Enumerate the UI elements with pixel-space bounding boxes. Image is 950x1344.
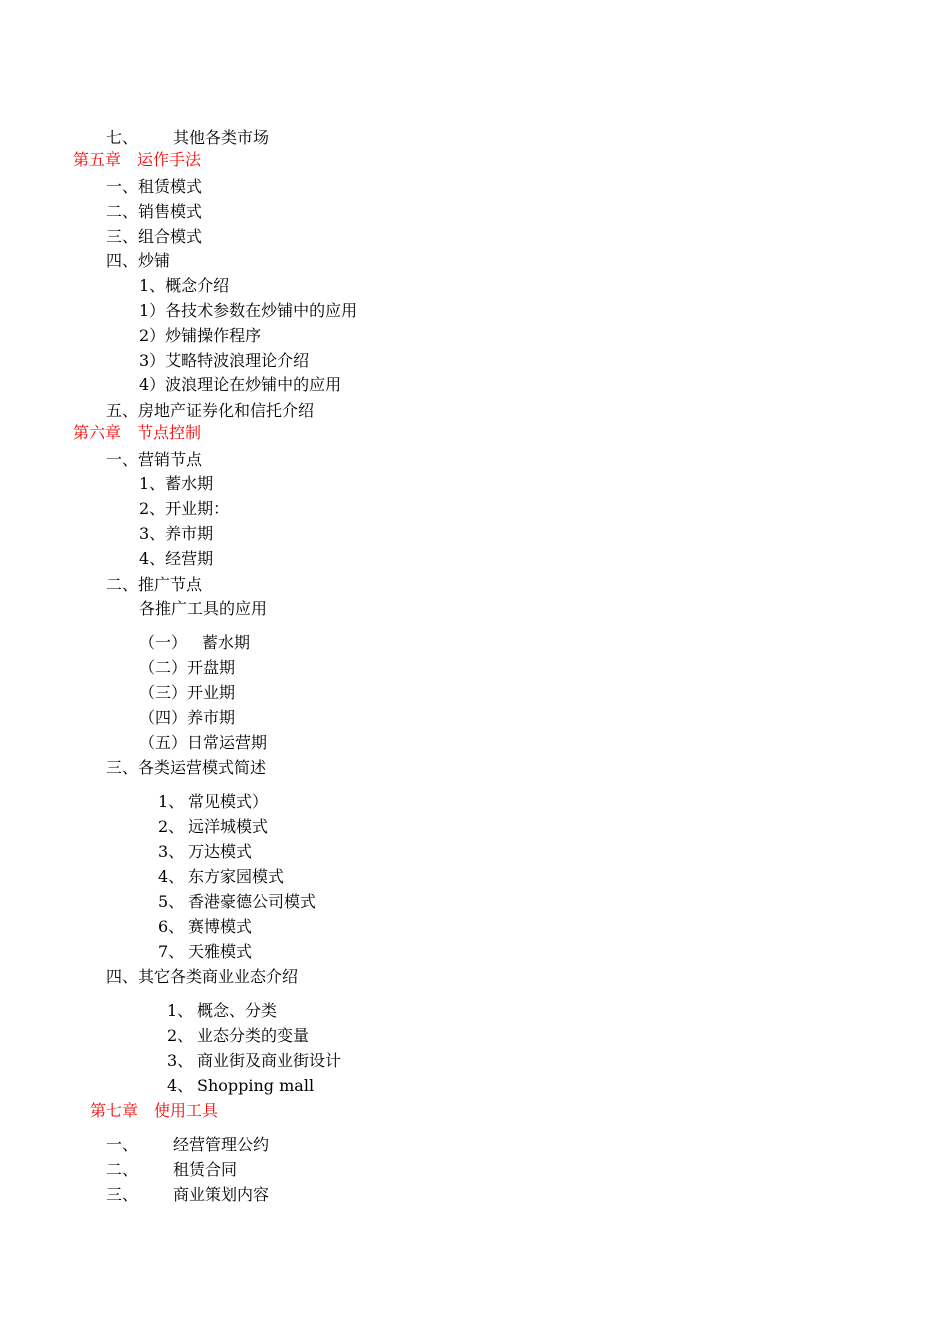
item-number: 2、 (167, 1026, 194, 1045)
item-text: 概念、分类 (197, 1001, 278, 1020)
item-number: 3、 (158, 842, 185, 861)
sub-item: 3）艾略特波浪理论介绍 (139, 351, 310, 370)
sub-item: 2）炒铺操作程序 (139, 326, 262, 345)
item-number: 七、 (106, 128, 139, 147)
item-text: 商业策划内容 (173, 1185, 270, 1204)
sub-item: 3、养市期 (139, 524, 214, 543)
list-item (158, 917, 252, 937)
item-number: 1、 (167, 1001, 194, 1020)
item-text: 东方家园模式 (188, 867, 285, 886)
item-text: 天雅模式 (188, 942, 253, 961)
chapter-heading: 第七章 使用工具 (90, 1101, 219, 1120)
section-item: 二、销售模式 (106, 202, 203, 221)
item-number: 5、 (158, 892, 185, 911)
section-item: 四、炒铺 (106, 251, 171, 270)
item-text: 租赁合同 (173, 1160, 238, 1179)
item-text: 万达模式 (188, 842, 253, 861)
sub-item: 各推广工具的应用 (139, 599, 268, 618)
sub-item: 4、经营期 (139, 549, 214, 568)
item-number: 一、 (106, 1135, 139, 1154)
item-number: 2、 (158, 817, 185, 836)
item-text: 其他各类市场 (173, 128, 270, 147)
section-item: 一、租赁模式 (106, 177, 203, 196)
item-number: 6、 (158, 917, 185, 936)
list-item (167, 1076, 314, 1096)
sub-item: （三）开业期 (139, 683, 236, 702)
sub-item: 1、概念介绍 (139, 276, 230, 295)
list-item (158, 892, 316, 912)
section-item: 一、营销节点 (106, 450, 203, 469)
item-number: 1、 (158, 792, 185, 811)
item-text: 赛博模式 (188, 917, 253, 936)
chapter-heading: 第五章 运作手法 (73, 150, 202, 169)
item-number: 3、 (167, 1051, 194, 1070)
item-text: 蓄水期 (202, 633, 251, 652)
section-item: 三、组合模式 (106, 227, 203, 246)
section-item (106, 1135, 269, 1155)
list-item (158, 792, 268, 812)
section-item: 五、房地产证券化和信托介绍 (106, 401, 315, 420)
list-item (158, 842, 252, 862)
sub-item: 1、蓄水期 (139, 474, 214, 493)
section-item: 四、其它各类商业业态介绍 (106, 967, 299, 986)
list-item (158, 817, 268, 837)
sub-item: 4）波浪理论在炒铺中的应用 (139, 375, 342, 394)
section-item (106, 1160, 237, 1180)
sub-item (139, 633, 250, 653)
item-text: 远洋城模式 (188, 817, 269, 836)
item-text: 常见模式） (188, 792, 269, 811)
sub-item: 1）各技术参数在炒铺中的应用 (139, 301, 358, 320)
sub-item: （四）养市期 (139, 708, 236, 727)
item-number: 7、 (158, 942, 185, 961)
sub-item: 2、开业期： (139, 499, 230, 518)
item-text: 经营管理公约 (173, 1135, 270, 1154)
item-number: 4、 (167, 1076, 194, 1095)
item-number: （一） (139, 633, 188, 652)
item-text: Shopping mall (197, 1076, 315, 1095)
toc-item (106, 128, 269, 148)
section-item: 三、各类运营模式简述 (106, 758, 267, 777)
item-number: 三、 (106, 1185, 139, 1204)
item-number: 4、 (158, 867, 185, 886)
chapter-heading: 第六章 节点控制 (73, 423, 202, 442)
list-item (167, 1051, 341, 1071)
sub-item: （二）开盘期 (139, 658, 236, 677)
list-item (158, 942, 252, 962)
section-item: 二、推广节点 (106, 575, 203, 594)
item-text: 商业街及商业街设计 (197, 1051, 342, 1070)
item-text: 业态分类的变量 (197, 1026, 310, 1045)
sub-item: （五）日常运营期 (139, 733, 268, 752)
section-item (106, 1185, 269, 1205)
list-item (158, 867, 284, 887)
list-item (167, 1026, 309, 1046)
item-number: 二、 (106, 1160, 139, 1179)
list-item (167, 1001, 277, 1021)
item-text: 香港豪德公司模式 (188, 892, 317, 911)
